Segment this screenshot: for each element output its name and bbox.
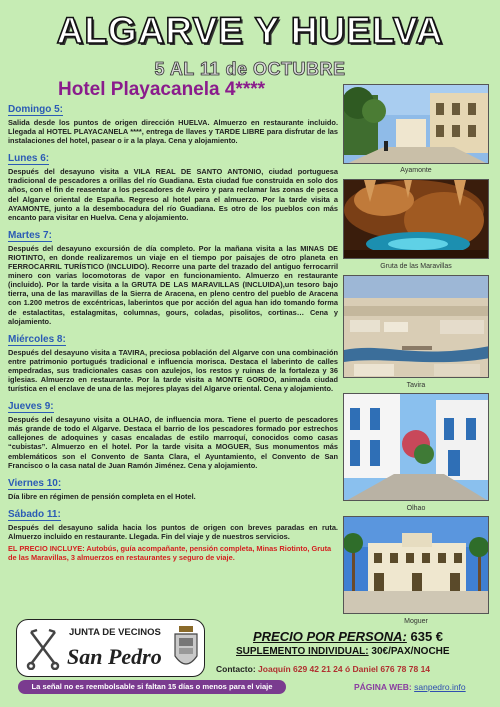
main-title: ALGARVE Y HUELVA [56,10,444,51]
photo-tavira [343,275,489,378]
day-heading: Martes 7: [8,229,52,241]
crossed-keys-icon [25,628,61,670]
photo-caption: Olhao [406,505,426,512]
logo-top-text: JUNTA DE VECINOS [69,627,161,638]
web-link[interactable]: sanpedro.info [414,682,466,692]
day-heading: Sábado 11: [8,508,61,520]
supplement-value: 30€/PAX/NOCHE [371,646,450,657]
contact-label: Contacto: [216,664,256,674]
day-heading: Miércoles 8: [8,333,66,345]
day-heading: Lunes 6: [8,153,50,165]
contact-info [216,664,430,674]
photo-olhao [343,393,489,501]
website [354,682,466,692]
day-heading: Jueves 9: [8,401,54,413]
organizer-logo [16,619,205,677]
day-heading: Domingo 5: [8,104,63,115]
deposit-notice: La señal no es reembolsable si faltan 15 días o menos para el viaje [18,680,286,694]
photo-gruta [343,179,489,259]
photo-caption: Moguer [404,618,428,625]
trip-dates: 5 AL 11 de OCTUBRE [154,59,346,79]
day-description: Salida desde los puntos de origen dirección HUELVA. Almuerzo en restaurante incluido. Llegada al HOTEL PLAYACANELA ****, entrega de llaves y TARDE LIBRE para disfrutar de las instalaciones del hotel, pasear o ir a la playa. Cena y alojamiento. [8,118,338,146]
day-description: Después del desayuno visita a OLHAO, de influencia mora. Tiene el puerto de pescadores más grande de todo el Algarve. Destaca el barrio de los pescadores formado por estrechos callejones de adoquines y casas encaladas de estilo marroquí, conocidos como casas “cubistas”. Almuerzo en el hotel. Por la tarde visita a MOGUER, Sus monumentos más emblemáticos son el Convento de Santa Clara, el Ayuntamiento, el Convento de San Francisco o la casa natal de Juan Ramón Jiménez. Cena y alojamiento. [8,415,338,470]
single-supplement [236,646,450,657]
supplement-label: SUPLEMENTO INDIVIDUAL: [236,646,369,657]
photo-ayamonte [343,84,489,164]
day-description: Después del desayuno excursión de día completo. Por la mañana visita a las MINAS DE RIOTINTO, en donde realizaremos un viaje en el tiempo por paisajes de otro planeta en FERROCARRIL TURÍSTICO (INCLUIDO). Recorre una parte del trazado del antiguo ferrocarril minero con varias locomotoras de vapor en funcionamiento. Almuerzo en restaurante (incluido). Por la tarde visita a la GRUTA DE LAS MARAVILLAS (INCLUIDA),un tesoro bajo tierra, una de las maravillas de la Sierra de Aracena, en pleno centro del pueblo de Aracena con 1.200 metros de excéntricas, laberintos que por acción del agua han ido tomando forma de estalactitas, estalagmitas, columnas, gours, coladas, pisolitos, cortinas… Cena y alojamiento. [8,243,338,326]
day-description: Después del desayuno salida hacia los puntos de origen con breves paradas en ruta. Almuerzo incluido en restaurante. Llegada. Fin del viaje y de nuestros servicios. [8,522,338,541]
coat-of-arms-icon [173,626,199,672]
day-description: Después del desayuno visita a VILA REAL DE SANTO ANTONIO, ciudad portuguesa tradicional de pescadores a orillas del río Guadiana. Esta ciudad fue construida en solo dos años, con el fin de reasentar a los pescadores de Aveiro y para reclamar las zonas de pesca del Algarve oriental de España. Regreso al hotel para el almuerzo. Por la tarde visita a AYAMONTE, junto a la desembocadura del río Guadiana. Es otro de los pueblos con más encanto para visitar en Huelva. Cena y alojamiento. [8,167,338,222]
photo-caption: Ayamonte [400,167,432,174]
day-description: Día libre en régimen de pensión completa en el Hotel. [8,491,196,501]
logo-name: San Pedro [67,644,162,669]
itinerary [8,99,338,562]
day-description: Después del desayuno visita a TAVIRA, preciosa población del Algarve con una combinación entre patrimonio portugués tradicional e influencia morisca. Destaca el laberinto de calles empedradas, sus tradicionales casas con azulejos, los restos y ruinas de la fortaleza y 36 iglesias. Almuerzo en restaurante. Por la tarde visita a MONTE GORDO, animada ciudad turística en el enclave de una de las mejores playas del Algarve oriental. Cena y alojamiento. [8,347,338,394]
hotel-name: Hotel Playacanela 4**** [58,79,266,100]
contact-numbers: Joaquín 629 42 21 24 ó Daniel 676 78 78 14 [258,664,431,674]
price-label: PRECIO POR PERSONA: [253,629,407,644]
price-includes: EL PRECIO INCLUYE: Autobús, guía acompañante, pensión completa, Minas Riotinto, Gruta de las Maravillas, 3 almuerzos en restaurantes y seguro de viaje. [8,544,332,562]
price-value: 635 € [410,629,444,644]
photo-caption: Gruta de las Maravillas [380,263,452,270]
price-per-person [253,629,443,644]
web-label: PÁGINA WEB: [354,682,412,692]
photo-caption: Tavira [406,382,426,389]
photo-moguer [343,516,489,614]
day-heading: Viernes 10: [8,477,62,489]
